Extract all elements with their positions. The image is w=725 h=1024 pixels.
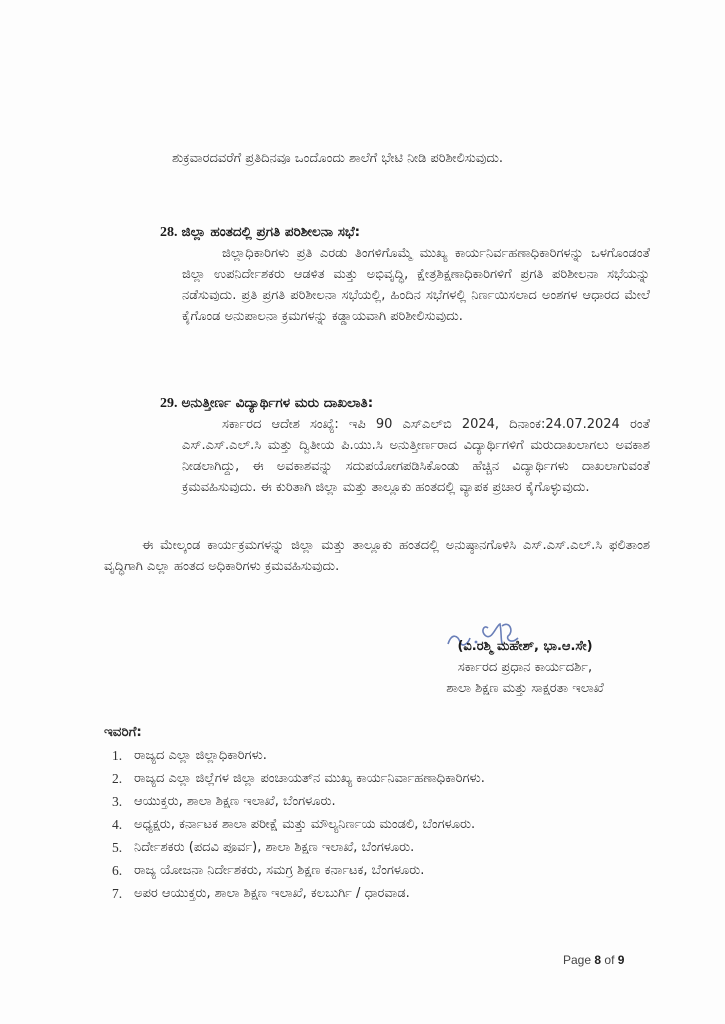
section-29-number: 29. [160, 396, 178, 411]
recipient-text: ಅಧ್ಯಕ್ಷರು, ಕರ್ನಾಟಕ ಶಾಲಾ ಪರೀಕ್ಷೆ ಮತ್ತು ಮೌಲ್ಯನಿರ್ಣಯ ಮಂಡಲಿ, ಬೆಂಗಳೂರು. [134, 817, 476, 832]
recipient-text: ರಾಜ್ಯ ಯೋಜನಾ ನಿರ್ದೇಶಕರು, ಸಮಗ್ರ ಶಿಕ್ಷಣ ಕರ್ನಾಟಕ, ಬೆಂಗಳೂರು. [134, 863, 425, 878]
recipient-number: 2. [112, 771, 123, 786]
of-label: of [604, 953, 615, 967]
recipient-number: 3. [112, 794, 123, 809]
recipient-number: 6. [112, 863, 123, 878]
recipient-text: ಅಪರ ಆಯುಕ್ತರು, ಶಾಲಾ ಶಿಕ್ಷಣ ಇಲಾಖೆ, ಕಲಬುರ್ಗಿ / ಧಾರವಾಡ. [134, 886, 410, 901]
section-28-number: 28. [160, 225, 178, 240]
current-page: 8 [594, 953, 602, 967]
recipient-number: 5. [112, 840, 123, 855]
recipients-title: ಇವರಿಗೆ: [104, 724, 142, 740]
recipient-text: ನಿರ್ದೇಶಕರು (ಪದವಿ ಪೂರ್ವ), ಶಾಲಾ ಶಿಕ್ಷಣ ಇಲಾಖೆ, ಬೆಂಗಳೂರು. [134, 840, 415, 855]
signatory-block [390, 636, 660, 699]
section-28-body: ಜಿಲ್ಲಾಧಿಕಾರಿಗಳು ಪ್ರತಿ ಎರಡು ತಿಂಗಳಿಗೊಮ್ಮೆ ಮುಖ್ಯ ಕಾರ್ಯನಿರ್ವಹಣಾಧಿಕಾರಿಗಳನ್ನು ಒಳಗೊಂಡಂತೆ ಜಿಲ್ಲಾ ಉಪನಿರ್ದೇಶಕರು ಆಡಳಿತ ಮತ್ತು ಅಭಿವೃದ್ಧಿ, ಕ್ಷೇತ್ರಶಿಕ್ಷಣಾಧಿಕಾರಿಗಳಿಗೆ ಪ್ರಗತಿ ಪರಿಶೀಲನಾ ಸಭೆಯನ್ನು ನಡೆಸುವುದು. ಪ್ರತಿ ಪ್ರಗತಿ ಪರಿಶೀಲನಾ ಸಭೆಯಲ್ಲಿ, ಹಿಂದಿನ ಸಭೆಗಳಲ್ಲಿ ನಿರ್ಣಯಿಸಲಾದ ಅಂಶಗಳ ಆಧಾರದ ಮೇಲೆ ಕೈಗೊಂಡ ಅನುಪಾಲನಾ ಕ್ರಮಗಳನ್ನು ಕಡ್ಡಾಯವಾಗಿ ಪರಿಶೀಲಿಸುವುದು. [182, 246, 650, 324]
section-28-heading [160, 222, 360, 243]
page-label: Page [563, 953, 592, 967]
recipients-list [112, 745, 677, 906]
recipient-item [112, 814, 677, 835]
total-pages: 9 [617, 953, 625, 967]
signatory-designation: ಸರ್ಕಾರದ ಪ್ರಧಾನ ಕಾರ್ಯದರ್ಶಿ, [457, 660, 593, 675]
recipient-number: 1. [112, 748, 123, 763]
section-29-title: ಅನುತ್ತೀರ್ಣ ವಿದ್ಯಾರ್ಥಿಗಳ ಮರು ದಾಖಲಾತಿ: [181, 395, 374, 411]
recipient-item [112, 768, 677, 789]
recipient-text: ರಾಜ್ಯದ ಎಲ್ಲಾ ಜಿಲ್ಲೆಗಳ ಜಿಲ್ಲಾ ಪಂಚಾಯತ್‌ನ ಮುಖ್ಯ ಕಾರ್ಯನಿರ್ವಾಹಣಾಧಿಕಾರಿಗಳು. [134, 771, 485, 786]
signatory-name: (ವಿ.ರಶ್ಮಿ ಮಹೇಶ್, ಭಾ.ಆ.ಸೇ) [457, 639, 593, 654]
recipient-number: 4. [112, 817, 123, 832]
recipient-number: 7. [112, 886, 123, 901]
recipient-text: ಆಯುಕ್ತರು, ಶಾಲಾ ಶಿಕ್ಷಣ ಇಲಾಖೆ, ಬೆಂಗಳೂರು. [134, 794, 336, 809]
page-number [563, 953, 624, 967]
recipient-text: ರಾಜ್ಯದ ಎಲ್ಲಾ ಜಿಲ್ಲಾಧಿಕಾರಿಗಳು. [134, 748, 267, 763]
section-29-heading [160, 393, 373, 414]
section-28-title: ಜಿಲ್ಲಾ ಹಂತದಲ್ಲಿ ಪ್ರಗತಿ ಪರಿಶೀಲನಾ ಸಭೆ: [181, 224, 361, 240]
continuation-paragraph: ಶುಕ್ರವಾರದವರೆಗೆ ಪ್ರತಿದಿನವೂ ಒಂದೊಂದು ಶಾಲೆಗೆ ಭೇಟಿ ನೀಡಿ ಪರಿಶೀಲಿಸುವುದು. [172, 151, 504, 166]
recipient-item [112, 837, 677, 858]
section-29-body: ಸರ್ಕಾರದ ಆದೇಶ ಸಂಖ್ಯೆ: ಇಪಿ 90 ಎಸ್‌ಎಲ್‌ಬಿ 2024, ದಿನಾಂಕ:24.07.2024 ರಂತೆ ಎಸ್.ಎಸ್.ಎಲ್.ಸಿ ಮತ್ತು ದ್ವಿತೀಯ ಪಿ.ಯು.ಸಿ ಅನುತ್ತೀರ್ಣರಾದ ವಿದ್ಯಾರ್ಥಿಗಳಿಗೆ ಮರುದಾಖಲಾಗಲು ಅವಕಾಶ ನೀಡಲಾಗಿದ್ದು, ಈ ಅವಕಾಶವನ್ನು ಸದುಪಯೋಗಪಡಿಸಿಕೊಂಡು ಹೆಚ್ಚಿನ ವಿದ್ಯಾರ್ಥಿಗಳು ದಾಖಲಾಗುವಂತೆ ಕ್ರಮವಹಿಸುವುದು. ಈ ಕುರಿತಾಗಿ ಜಿಲ್ಲಾ ಮತ್ತು ತಾಲ್ಲೂಕು ಹಂತದಲ್ಲಿ ವ್ಯಾಪಕ ಪ್ರಚಾರ ಕೈಗೊಳ್ಳುವುದು. [182, 417, 650, 495]
recipient-item [112, 791, 677, 812]
signatory-department: ಶಾಲಾ ಶಿಕ್ಷಣ ಮತ್ತು ಸಾಕ್ಷರತಾ ಇಲಾಖೆ [446, 681, 604, 696]
recipient-item [112, 883, 677, 904]
closing-paragraph: ಈ ಮೇಲ್ಕಂಡ ಕಾರ್ಯಕ್ರಮಗಳನ್ನು ಜಿಲ್ಲಾ ಮತ್ತು ತಾಲ್ಲೂಕು ಹಂತದಲ್ಲಿ ಅನುಷ್ಠಾನಗೊಳಿಸಿ ಎಸ್.ಎಸ್.ಎಲ್.ಸಿ ಫಲಿತಾಂಶ ವೃದ್ಧಿಗಾಗಿ ಎಲ್ಲಾ ಹಂತದ ಅಧಿಕಾರಿಗಳು ಕ್ರಮವಹಿಸುವುದು. [104, 538, 650, 574]
recipient-item [112, 745, 677, 766]
recipient-item [112, 860, 677, 881]
